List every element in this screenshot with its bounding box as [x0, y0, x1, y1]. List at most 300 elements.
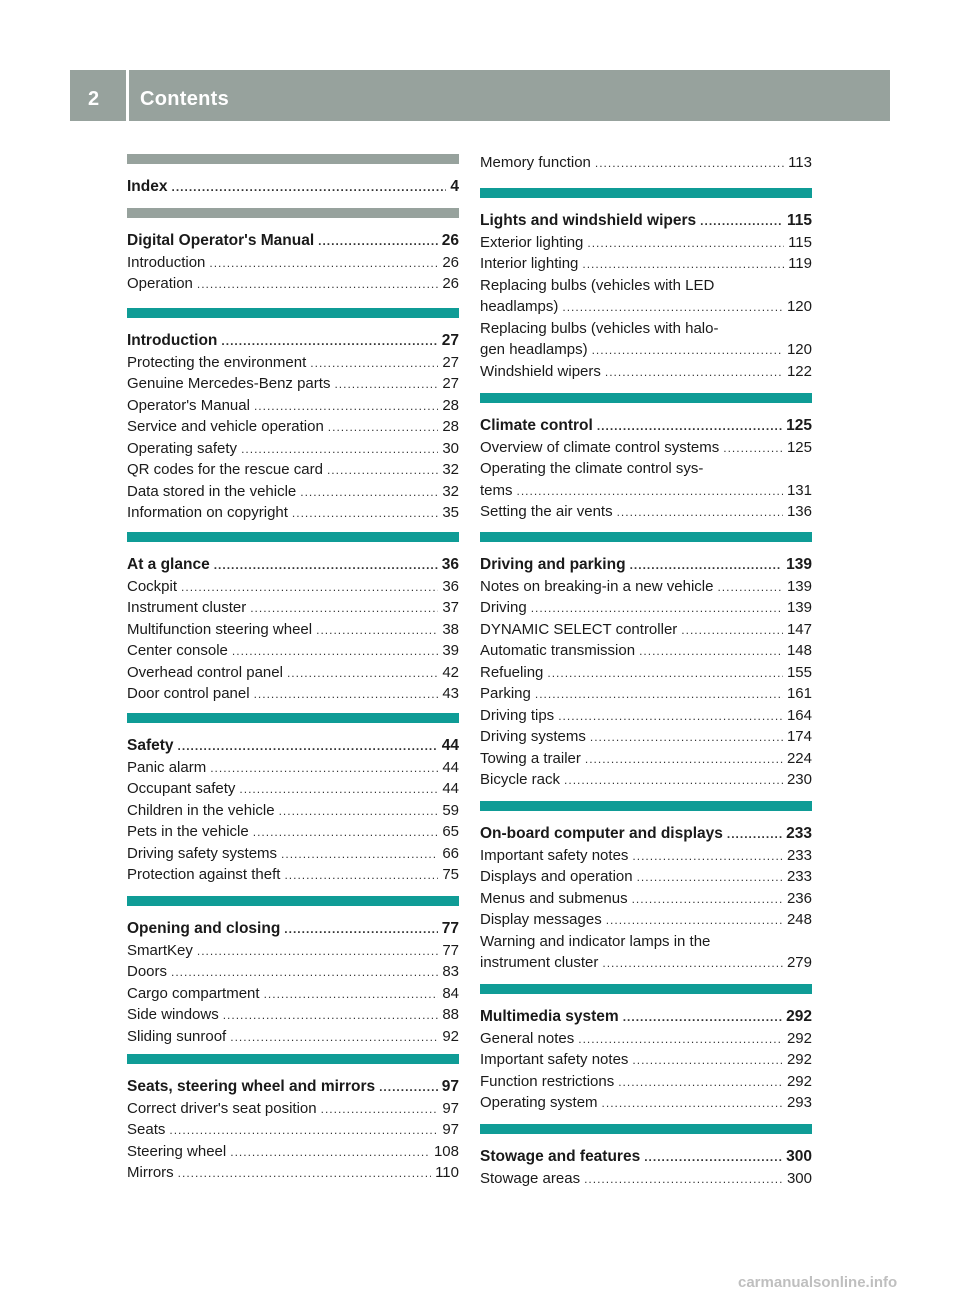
- entry-label: Operator's Manual: [127, 396, 250, 414]
- leader-dots: [310, 353, 438, 375]
- entry-label: Service and vehicle operation: [127, 418, 324, 435]
- toc-entry[interactable]: [127, 864, 459, 886]
- section-page-number: 4: [450, 178, 459, 195]
- leader-dots: [700, 211, 783, 233]
- entry-label: Genuine Mercedes-Benz parts: [127, 375, 331, 392]
- entry-label: Operating safety: [127, 439, 238, 457]
- section-heading[interactable]: [127, 1076, 459, 1098]
- section-title: Index: [127, 178, 168, 195]
- toc-section: [480, 532, 812, 791]
- leader-dots: [230, 1027, 438, 1049]
- toc-entry[interactable]: [480, 576, 812, 598]
- entry-page-number: 43: [442, 685, 459, 702]
- toc-entry[interactable]: [480, 253, 812, 275]
- leader-dots: [178, 736, 438, 758]
- entry-page-number: 26: [442, 275, 459, 292]
- toc-entry[interactable]: [127, 273, 459, 295]
- entry-label: Exterior lighting: [480, 233, 584, 251]
- leader-dots: [535, 684, 783, 706]
- entry-page-number: 27: [442, 353, 459, 371]
- toc-entry[interactable]: [480, 662, 812, 684]
- toc-entry[interactable]: [127, 252, 459, 274]
- entry-label: Interior lighting: [480, 255, 579, 272]
- toc-entry[interactable]: [127, 1119, 459, 1141]
- entry-page-number: 164: [786, 706, 812, 724]
- section-title: Seats, steering wheel and mirrors: [127, 1078, 376, 1095]
- toc-entry[interactable]: [480, 748, 812, 770]
- toc-section: [127, 208, 459, 295]
- toc-section: [127, 713, 459, 886]
- entry-label: Driving: [480, 599, 527, 616]
- toc-entry[interactable]: [127, 459, 459, 481]
- section-page-number: 44: [441, 737, 459, 754]
- entry-label: Children in the vehicle: [127, 801, 275, 819]
- entry-label: DYNAMIC SELECT controller: [480, 620, 678, 638]
- entry-page-number: 110: [435, 1164, 459, 1181]
- toc-entry[interactable]: [127, 1026, 459, 1048]
- leader-dots: [379, 1077, 438, 1099]
- entry-page-number: 39: [442, 642, 459, 659]
- toc-section: [127, 308, 459, 524]
- toc-entry[interactable]: [127, 481, 459, 503]
- entry-label: Data stored in the vehicle: [127, 482, 297, 500]
- toc-entry[interactable]: [480, 339, 812, 361]
- entry-page-number: 230: [786, 771, 812, 788]
- leader-dots: [210, 758, 438, 780]
- toc-entry[interactable]: [480, 619, 812, 641]
- toc-entry[interactable]: [480, 152, 812, 174]
- toc-entry[interactable]: [127, 778, 459, 800]
- entry-page-number: 292: [786, 1072, 812, 1090]
- leader-dots: [562, 297, 783, 319]
- entry-page-number: 293: [786, 1094, 812, 1111]
- section-title: Digital Operator's Manual: [127, 232, 315, 249]
- section-heading[interactable]: [127, 918, 459, 940]
- entry-label: Stowage areas: [480, 1169, 581, 1187]
- leader-dots: [178, 1163, 431, 1185]
- entry-page-number: 83: [442, 963, 459, 980]
- toc-entry[interactable]: [127, 576, 459, 598]
- section-bar: [480, 1124, 812, 1134]
- entry-label: Protection against theft: [127, 866, 281, 883]
- toc-section: [480, 801, 812, 974]
- section-title: Stowage and features: [480, 1148, 641, 1165]
- toc-entry[interactable]: [480, 909, 812, 931]
- page-title: Contents: [140, 88, 230, 110]
- toc-entry[interactable]: [480, 296, 812, 318]
- leader-dots: [547, 663, 783, 685]
- leader-dots: [531, 598, 783, 620]
- section-title: At a glance: [127, 556, 210, 573]
- leader-dots: [623, 1007, 782, 1029]
- toc-entry[interactable]: [480, 361, 812, 383]
- leader-dots: [605, 362, 783, 384]
- entry-label-line: Operating the climate control sys-: [480, 460, 704, 477]
- entry-label: Windshield wipers: [480, 362, 601, 380]
- entry-page-number: 37: [442, 599, 459, 616]
- leader-dots: [279, 801, 439, 823]
- toc-entry[interactable]: [480, 866, 812, 888]
- toc-entry[interactable]: [127, 438, 459, 460]
- leader-dots: [618, 1072, 783, 1094]
- entry-label: Displays and operation: [480, 868, 633, 885]
- section-heading[interactable]: [127, 330, 459, 352]
- leader-dots: [284, 919, 437, 941]
- toc-entry[interactable]: [127, 662, 459, 684]
- entry-page-number: 131: [786, 481, 812, 499]
- entry-page-number: 44: [442, 780, 459, 797]
- toc-entry[interactable]: [480, 705, 812, 727]
- entry-page-number: 97: [442, 1121, 459, 1138]
- toc-entry[interactable]: [480, 437, 812, 459]
- entry-page-number: 161: [786, 685, 812, 702]
- section-title: Lights and windshield wipers: [480, 212, 697, 229]
- leader-dots: [644, 1147, 782, 1169]
- leader-dots: [637, 867, 783, 889]
- leader-dots: [221, 331, 437, 353]
- toc-entry[interactable]: [127, 757, 459, 779]
- toc-entry[interactable]: [480, 1028, 812, 1050]
- leader-dots: [334, 374, 438, 396]
- toc-section: [127, 1054, 459, 1184]
- section-bar: [127, 713, 459, 723]
- section-heading[interactable]: [480, 210, 812, 232]
- entry-label: instrument cluster: [480, 954, 599, 971]
- leader-dots: [602, 953, 783, 975]
- toc-section: [127, 154, 459, 198]
- entry-label: Notes on breaking-in a new vehicle: [480, 577, 714, 595]
- leader-dots: [254, 396, 438, 418]
- section-heading[interactable]: [480, 554, 812, 576]
- entry-page-number: 120: [786, 298, 812, 315]
- entry-label: headlamps): [480, 298, 559, 315]
- leader-dots: [681, 620, 783, 642]
- leader-dots: [558, 706, 783, 728]
- entry-page-number: 113: [788, 154, 812, 171]
- leader-dots: [582, 254, 784, 276]
- entry-label: Important safety notes: [480, 1051, 629, 1068]
- toc-entry[interactable]: [480, 232, 812, 254]
- entry-label: tems: [480, 481, 513, 499]
- entry-page-number: 59: [442, 801, 459, 819]
- leader-dots: [592, 340, 783, 362]
- toc-entry[interactable]: [127, 683, 459, 705]
- entry-page-number: 97: [442, 1099, 459, 1117]
- section-title: Climate control: [480, 417, 593, 434]
- leader-dots: [253, 822, 439, 844]
- entry-page-number: 65: [442, 823, 459, 840]
- entry-label: Cargo compartment: [127, 984, 260, 1002]
- toc-entry[interactable]: [127, 1098, 459, 1120]
- section-heading[interactable]: [127, 554, 459, 576]
- entry-page-number: 36: [442, 577, 459, 595]
- entry-label: Menus and submenus: [480, 889, 628, 907]
- leader-dots: [287, 663, 438, 685]
- entry-page-number: 32: [442, 482, 459, 500]
- toc-section: [480, 393, 812, 523]
- section-heading[interactable]: [127, 176, 459, 198]
- toc-entry[interactable]: [127, 961, 459, 983]
- section-bar: [127, 896, 459, 906]
- leader-dots: [284, 865, 438, 887]
- toc-entry[interactable]: [127, 800, 459, 822]
- entry-page-number: 35: [442, 504, 459, 521]
- entry-page-number: 32: [442, 461, 459, 478]
- leader-dots: [181, 577, 438, 599]
- leader-dots: [197, 274, 438, 296]
- entry-page-number: 147: [786, 620, 812, 638]
- section-bar: [127, 532, 459, 542]
- entry-page-number: 155: [786, 663, 812, 681]
- section-heading[interactable]: [480, 1146, 812, 1168]
- toc-entry[interactable]: [127, 640, 459, 662]
- entry-page-number: 292: [786, 1029, 812, 1047]
- entry-page-number: 26: [442, 253, 459, 271]
- section-page-number: 233: [786, 825, 812, 842]
- section-bar: [480, 188, 812, 198]
- entry-label: Doors: [127, 963, 168, 980]
- section-title: Opening and closing: [127, 920, 281, 937]
- entry-page-number: 125: [786, 438, 812, 456]
- section-bar: [127, 154, 459, 164]
- toc-entry[interactable]: [127, 502, 459, 524]
- entry-label: Operating system: [480, 1094, 598, 1111]
- section-page-number: 115: [786, 212, 812, 229]
- toc-entry[interactable]: [127, 821, 459, 843]
- leader-dots: [597, 416, 782, 438]
- leader-dots: [602, 1093, 783, 1115]
- entry-label: Steering wheel: [127, 1142, 227, 1160]
- toc-entry[interactable]: [127, 940, 459, 962]
- leader-dots: [171, 962, 438, 984]
- entry-page-number: 248: [786, 911, 812, 928]
- toc-entry[interactable]: [480, 726, 812, 748]
- toc-entry[interactable]: [127, 983, 459, 1005]
- leader-dots: [250, 598, 438, 620]
- section-page-number: 77: [441, 920, 459, 937]
- leader-dots: [632, 1050, 783, 1072]
- entry-label: Memory function: [480, 154, 591, 171]
- entry-page-number: 30: [442, 439, 459, 457]
- entry-label: Mirrors: [127, 1164, 174, 1181]
- entry-label: Function restrictions: [480, 1072, 615, 1090]
- section-heading[interactable]: [127, 735, 459, 757]
- section-page-number: 125: [786, 417, 812, 434]
- leader-dots: [209, 253, 438, 275]
- leader-dots: [318, 231, 438, 253]
- entry-label: Multifunction steering wheel: [127, 620, 313, 638]
- section-bar: [127, 208, 459, 218]
- toc-entry[interactable]: [480, 845, 812, 867]
- entry-page-number: 300: [786, 1169, 812, 1187]
- section-page-number: 97: [441, 1078, 459, 1095]
- section-title: Multimedia system: [480, 1008, 619, 1025]
- section-page-number: 27: [441, 332, 459, 349]
- entry-label: Sliding sunroof: [127, 1027, 227, 1045]
- leader-dots: [723, 438, 783, 460]
- entry-label: Pets in the vehicle: [127, 823, 249, 840]
- section-bar: [480, 801, 812, 811]
- entry-label-line: Replacing bulbs (vehicles with halo-: [480, 319, 719, 337]
- entry-label: Seats: [127, 1121, 166, 1138]
- section-bar: [480, 532, 812, 542]
- section-page-number: 26: [441, 232, 459, 249]
- toc-entry[interactable]: [127, 416, 459, 438]
- entry-page-number: 148: [786, 642, 812, 659]
- entry-label: SmartKey: [127, 941, 193, 959]
- entry-page-number: 44: [442, 758, 459, 776]
- leader-dots: [632, 889, 783, 911]
- toc-entry[interactable]: [127, 1162, 459, 1184]
- entry-label: Instrument cluster: [127, 599, 247, 616]
- entry-page-number: 119: [788, 255, 812, 272]
- entry-label: Side windows: [127, 1006, 219, 1023]
- watermark: carmanualsonline.info: [738, 1274, 898, 1291]
- toc-entry[interactable]: [127, 352, 459, 374]
- entry-label: Automatic transmission: [480, 642, 636, 659]
- toc-entry[interactable]: [480, 769, 812, 791]
- leader-dots: [169, 1120, 438, 1142]
- leader-dots: [223, 1005, 439, 1027]
- entry-page-number: 279: [786, 954, 812, 971]
- toc-entry[interactable]: [127, 619, 459, 641]
- section-heading[interactable]: [480, 1006, 812, 1028]
- entry-label: Driving safety systems: [127, 844, 278, 862]
- toc-section: [127, 532, 459, 705]
- leader-dots: [617, 502, 783, 524]
- entry-page-number: 108: [433, 1142, 459, 1160]
- entry-label: Protecting the environment: [127, 353, 307, 371]
- leader-dots: [590, 727, 783, 749]
- section-heading[interactable]: [480, 415, 812, 437]
- entry-page-number: 136: [786, 503, 812, 520]
- entry-label: Parking: [480, 685, 531, 702]
- toc-entry[interactable]: [127, 597, 459, 619]
- section-heading[interactable]: [480, 823, 812, 845]
- entry-label: Center console: [127, 642, 228, 659]
- toc-entry[interactable]: [480, 683, 812, 705]
- entry-page-number: 115: [788, 233, 812, 251]
- entry-label-line: Warning and indicator lamps in the: [480, 932, 711, 950]
- toc-entry[interactable]: [127, 1141, 459, 1163]
- leader-dots: [584, 1169, 783, 1191]
- entry-label: gen headlamps): [480, 341, 588, 358]
- toc-entry[interactable]: [480, 640, 812, 662]
- leader-dots: [254, 684, 439, 706]
- toc-entry[interactable]: [480, 597, 812, 619]
- toc-entry[interactable]: [480, 1071, 812, 1093]
- leader-dots: [587, 233, 784, 255]
- entry-label: Overhead control panel: [127, 663, 283, 681]
- entry-label: Cockpit: [127, 577, 178, 595]
- entry-page-number: 84: [442, 984, 459, 1002]
- entry-page-number: 42: [442, 663, 459, 681]
- section-page-number: 139: [786, 556, 812, 573]
- entry-page-number: 66: [442, 844, 459, 862]
- entry-label: Information on copyright: [127, 504, 288, 521]
- leader-dots: [727, 824, 782, 846]
- entry-label: Setting the air vents: [480, 503, 613, 520]
- section-title: Driving and parking: [480, 556, 626, 573]
- section-bar: [127, 1054, 459, 1064]
- section-bar: [127, 308, 459, 318]
- section-title: On-board computer and displays: [480, 825, 723, 842]
- toc-entry[interactable]: [127, 1004, 459, 1026]
- entry-label: Occupant safety: [127, 780, 236, 797]
- toc-entry[interactable]: [480, 952, 812, 974]
- toc-entry[interactable]: [480, 1168, 812, 1190]
- leader-dots: [606, 910, 783, 932]
- entry-label: Refueling: [480, 663, 544, 681]
- entry-page-number: 292: [786, 1051, 812, 1068]
- entry-label: Overview of climate control systems: [480, 438, 720, 456]
- leader-dots: [321, 1099, 439, 1121]
- entry-page-number: 88: [442, 1006, 459, 1023]
- leader-dots: [717, 577, 783, 599]
- page-number: 2: [88, 88, 100, 110]
- entry-page-number: 27: [442, 375, 459, 392]
- section-page-number: 36: [441, 556, 459, 573]
- entry-page-number: 233: [786, 846, 812, 864]
- leader-dots: [639, 641, 783, 663]
- entry-page-number: 139: [786, 577, 812, 595]
- leader-dots: [595, 153, 784, 175]
- leader-dots: [585, 749, 783, 771]
- toc-entry[interactable]: [127, 843, 459, 865]
- section-page-number: 300: [786, 1148, 812, 1165]
- section-bar: [480, 393, 812, 403]
- toc-section: [480, 1124, 812, 1189]
- leader-dots: [578, 1029, 783, 1051]
- entry-label: Display messages: [480, 911, 602, 928]
- leader-dots: [630, 555, 783, 577]
- entry-page-number: 38: [442, 620, 459, 638]
- leader-dots: [197, 941, 438, 963]
- entry-label: Important safety notes: [480, 846, 629, 864]
- section-bar: [480, 984, 812, 994]
- leader-dots: [232, 641, 438, 663]
- entry-page-number: 233: [786, 868, 812, 885]
- header-divider: [126, 70, 129, 121]
- toc-entry[interactable]: [127, 373, 459, 395]
- leader-dots: [230, 1142, 430, 1164]
- entry-page-number: 77: [442, 941, 459, 959]
- toc-entry[interactable]: [480, 1049, 812, 1071]
- entry-label: Driving tips: [480, 706, 555, 724]
- section-title: Introduction: [127, 332, 218, 349]
- leader-dots: [241, 439, 438, 461]
- toc-entry[interactable]: [480, 480, 812, 502]
- entry-label: Panic alarm: [127, 758, 207, 776]
- leader-dots: [300, 482, 438, 504]
- entry-page-number: 122: [786, 362, 812, 380]
- leader-dots: [328, 417, 439, 439]
- entry-label: Introduction: [127, 253, 206, 271]
- section-heading[interactable]: [127, 230, 459, 252]
- entry-label: Bicycle rack: [480, 771, 561, 788]
- toc-entry[interactable]: [480, 1092, 812, 1114]
- entry-label: Towing a trailer: [480, 749, 581, 767]
- section-title: Safety: [127, 737, 174, 754]
- leader-dots: [214, 555, 438, 577]
- toc-entry[interactable]: [480, 501, 812, 523]
- toc-entry[interactable]: [127, 395, 459, 417]
- toc-entry[interactable]: [480, 888, 812, 910]
- entry-page-number: 28: [442, 418, 459, 435]
- entry-label: Operation: [127, 275, 193, 292]
- entry-page-number: 75: [442, 866, 459, 883]
- entry-label: Driving systems: [480, 728, 586, 745]
